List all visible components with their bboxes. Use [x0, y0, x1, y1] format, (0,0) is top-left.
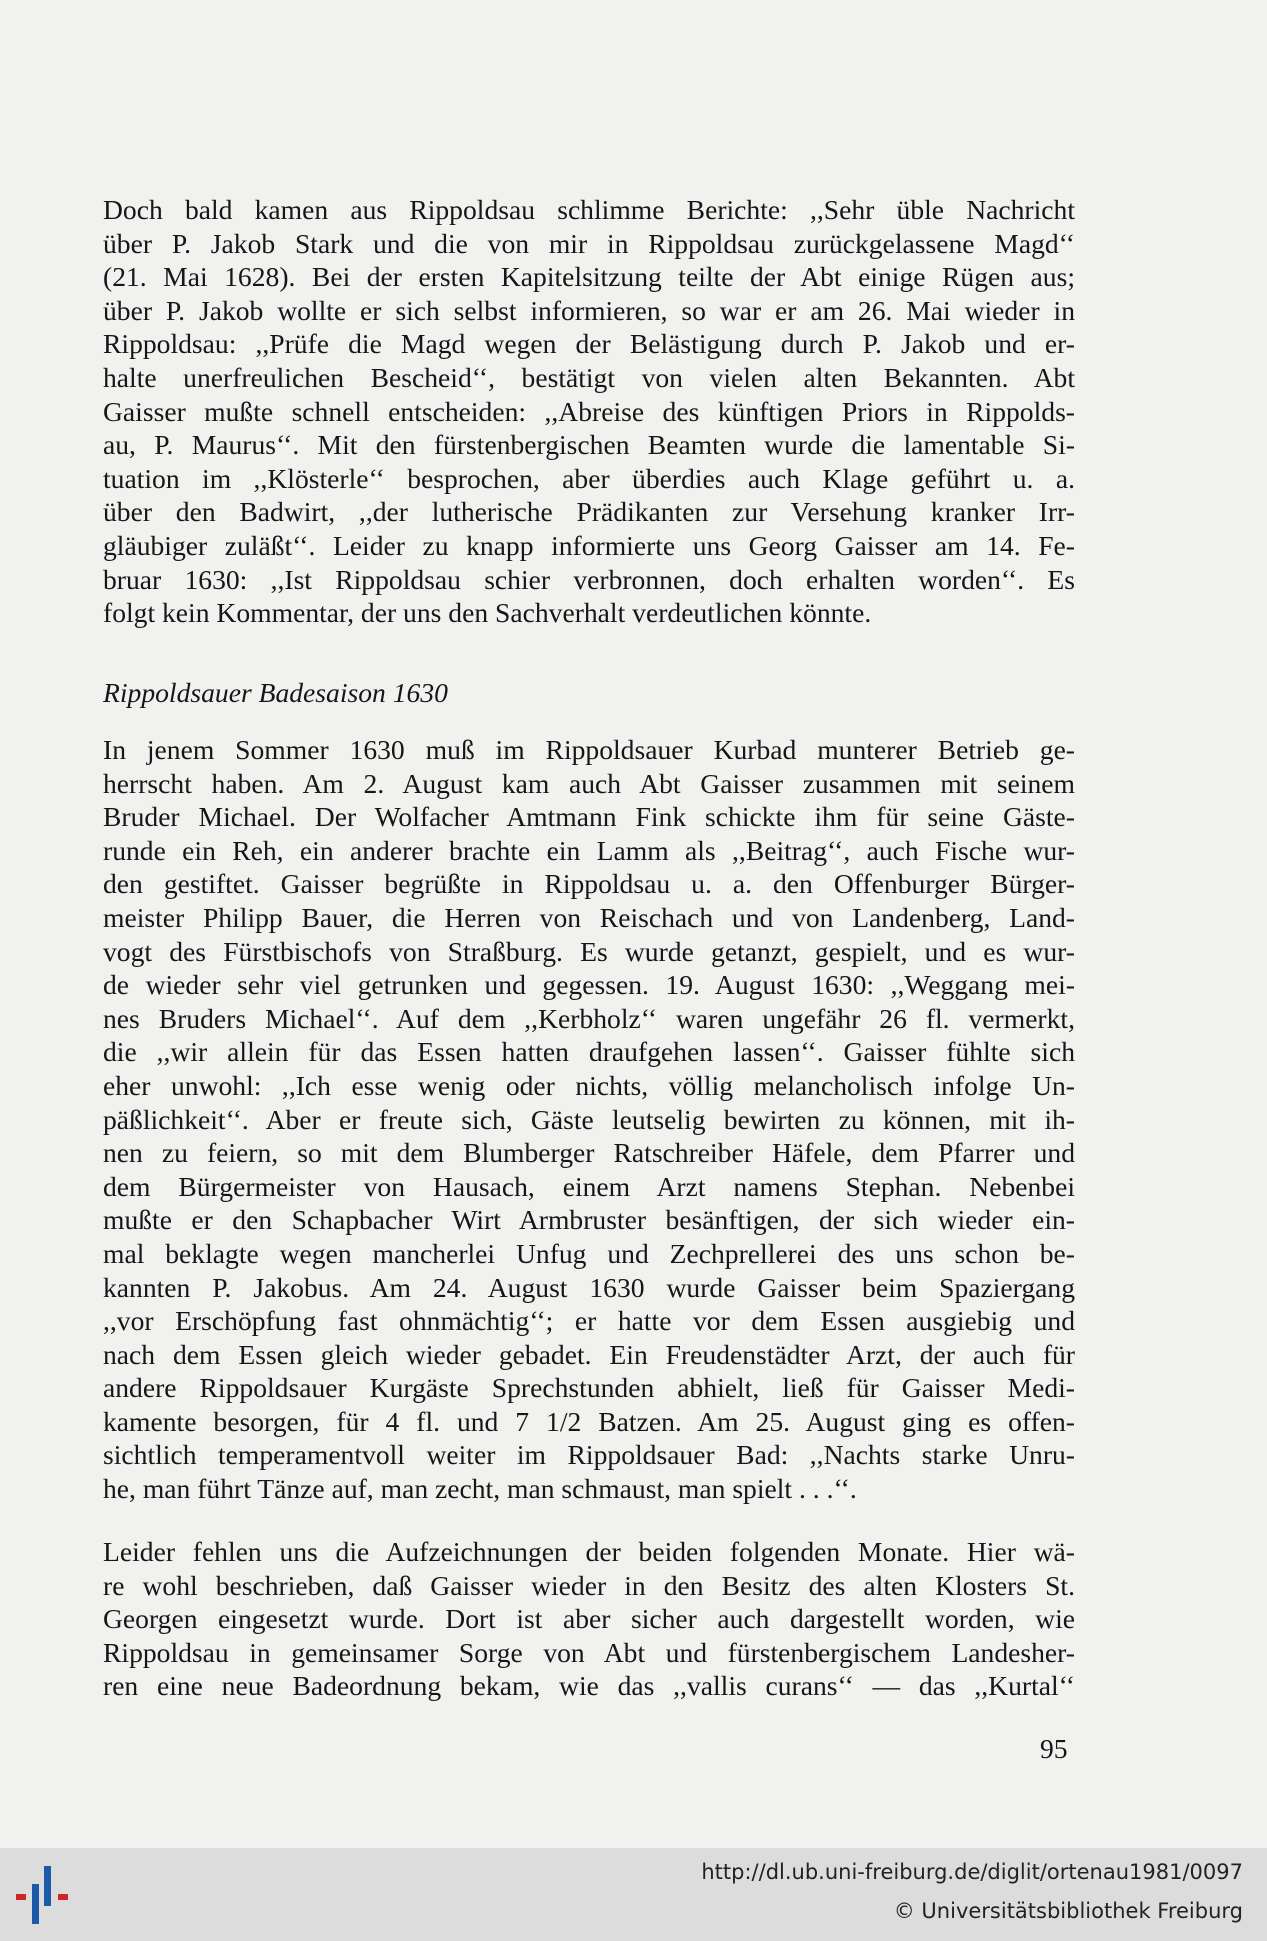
text-line: gläubiger zuläßt‘‘. Leider zu knapp informierte uns Georg Gaisser am 14. Fe- [103, 529, 1075, 561]
text-line: die ,,wir allein für das Essen hatten draufgehen lassen‘‘. Gaisser fühlte sich [103, 1036, 1075, 1068]
text-line: Rippoldsau in gemeinsamer Sorge von Abt und fürstenbergischem Landesher- [103, 1636, 1075, 1668]
text-line: sichtlich temperamentvoll weiter im Rippoldsauer Bad: ,,Nachts starke Unru- [103, 1439, 1075, 1471]
footer-bar [0, 1848, 1267, 1941]
text-line: kamente besorgen, für 4 fl. und 7 1/2 Batzen. Am 25. August ging es offen- [103, 1405, 1075, 1437]
text-line: runde ein Reh, ein anderer brachte ein Lamm als ,,Beitrag‘‘, auch Fische wur- [103, 834, 1075, 866]
text-line: ,,vor Erschöpfung fast ohnmächtig‘‘; er hatte vor dem Essen ausgiebig und [103, 1305, 1075, 1337]
text-line: herrscht haben. Am 2. August kam auch Abt Gaisser zusammen mit seinem [103, 767, 1075, 799]
text-line: dem Bürgermeister von Hausach, einem Arzt namens Stephan. Nebenbei [103, 1170, 1075, 1202]
text-line: re wohl beschrieben, daß Gaisser wieder in den Besitz des alten Klosters St. [103, 1569, 1075, 1601]
text-line: mal beklagte wegen mancherlei Unfug und Zechprellerei des uns schon be- [103, 1237, 1075, 1269]
paragraph-1 [103, 193, 1075, 630]
text-line: folgt kein Kommentar, der uns den Sachverhalt verdeutlichen könnte. [103, 597, 872, 629]
text-line: meister Philipp Bauer, die Herren von Reischach und von Landenberg, Land- [103, 901, 1075, 933]
text-line: Doch bald kamen aus Rippoldsau schlimme Berichte: ,,Sehr üble Nachricht [103, 194, 1075, 225]
text-line: kannten P. Jakobus. Am 24. August 1630 wurde Gaisser beim Spaziergang [103, 1271, 1075, 1303]
text-line: mußte er den Schapbacher Wirt Armbruster besänftigen, der sich wieder ein- [103, 1204, 1075, 1236]
text-line: de wieder sehr viel getrunken und gegessen. 19. August 1630: ,,Weggang mei- [103, 969, 1075, 1001]
permalink-link[interactable]: http://dl.ub.uni-freiburg.de/diglit/ortenau1981/0097 [701, 1860, 1243, 1884]
text-line: Bruder Michael. Der Wolfacher Amtmann Fink schickte ihm für seine Gäste- [103, 801, 1075, 833]
text-line: Georgen eingesetzt wurde. Dort ist aber sicher auch dargestellt worden, wie [103, 1603, 1075, 1635]
text-line: nes Bruders Michael‘‘. Auf dem ,,Kerbholz‘‘ waren ungefähr 26 fl. vermerkt, [103, 1002, 1075, 1034]
text-line: halte unerfreulichen Bescheid‘‘, bestätigt von vielen alten Bekannten. Abt [103, 361, 1075, 393]
page-number: 95 [1040, 1733, 1068, 1764]
text-line: he, man führt Tänze auf, man zecht, man schmaust, man spielt . . .‘‘. [103, 1473, 857, 1505]
text-line: Gaisser mußte schnell entscheiden: ,,Abreise des künftigen Priors in Rippolds- [103, 395, 1075, 427]
text-line: tuation im ,,Klösterle‘‘ besprochen, aber überdies auch Klage geführt u. a. [103, 462, 1075, 494]
text-line: ren eine neue Badeordnung bekam, wie das ,,vallis curans‘‘ — das ,,Kurtal‘‘ [103, 1670, 1075, 1702]
text-line: über den Badwirt, ,,der lutherische Prädikanten zur Versehung kranker Irr- [103, 496, 1075, 528]
text-line: über P. Jakob Stark und die von mir in Rippoldsau zurückgelassene Magd‘‘ [103, 227, 1075, 259]
text-line: Rippoldsau: ,,Prüfe die Magd wegen der Belästigung durch P. Jakob und er- [103, 328, 1075, 360]
text-line: päßlichkeit‘‘. Aber er freute sich, Gäste leutselig bewirten zu können, mit ih- [103, 1103, 1075, 1135]
text-line: über P. Jakob wollte er sich selbst informieren, so war er am 26. Mai wieder in [103, 294, 1075, 326]
paragraph-3 [103, 1535, 1075, 1703]
text-line: bruar 1630: ,,Ist Rippoldsau schier verbronnen, doch erhalten worden‘‘. Es [103, 563, 1075, 595]
text-line: In jenem Sommer 1630 muß im Rippoldsauer Kurbad munterer Betrieb ge- [103, 734, 1075, 765]
paragraph-2 [103, 733, 1075, 1506]
section-heading: Rippoldsauer Badesaison 1630 [103, 677, 448, 708]
text-line: nach dem Essen gleich wieder gebadet. Ein Freudenstädter Arzt, der auch für [103, 1338, 1075, 1370]
text-line: (21. Mai 1628). Bei der ersten Kapitelsitzung teilte der Abt einige Rügen aus; [103, 261, 1075, 293]
text-line: Leider fehlen uns die Aufzeichnungen der beiden folgenden Monate. Hier wä- [103, 1536, 1075, 1567]
text-line: nen zu feiern, so mit dem Blumberger Ratschreiber Häfele, dem Pfarrer und [103, 1137, 1075, 1169]
text-line: den gestiftet. Gaisser begrüßte in Rippoldsau u. a. den Offenburger Bürger- [103, 868, 1075, 900]
text-line: vogt des Fürstbischofs von Straßburg. Es wurde getanzt, gespielt, und es wur- [103, 935, 1075, 967]
copyright-text: © Universitätsbibliothek Freiburg [893, 1899, 1243, 1923]
ub-freiburg-logo-icon [14, 1862, 84, 1928]
text-line: andere Rippoldsauer Kurgäste Sprechstunden abhielt, ließ für Gaisser Medi- [103, 1372, 1075, 1404]
text-line: eher unwohl: ,,Ich esse wenig oder nichts, völlig melancholisch infolge Un- [103, 1069, 1075, 1101]
text-line: au, P. Maurus‘‘. Mit den fürstenbergischen Beamten wurde die lamentable Si- [103, 429, 1075, 461]
